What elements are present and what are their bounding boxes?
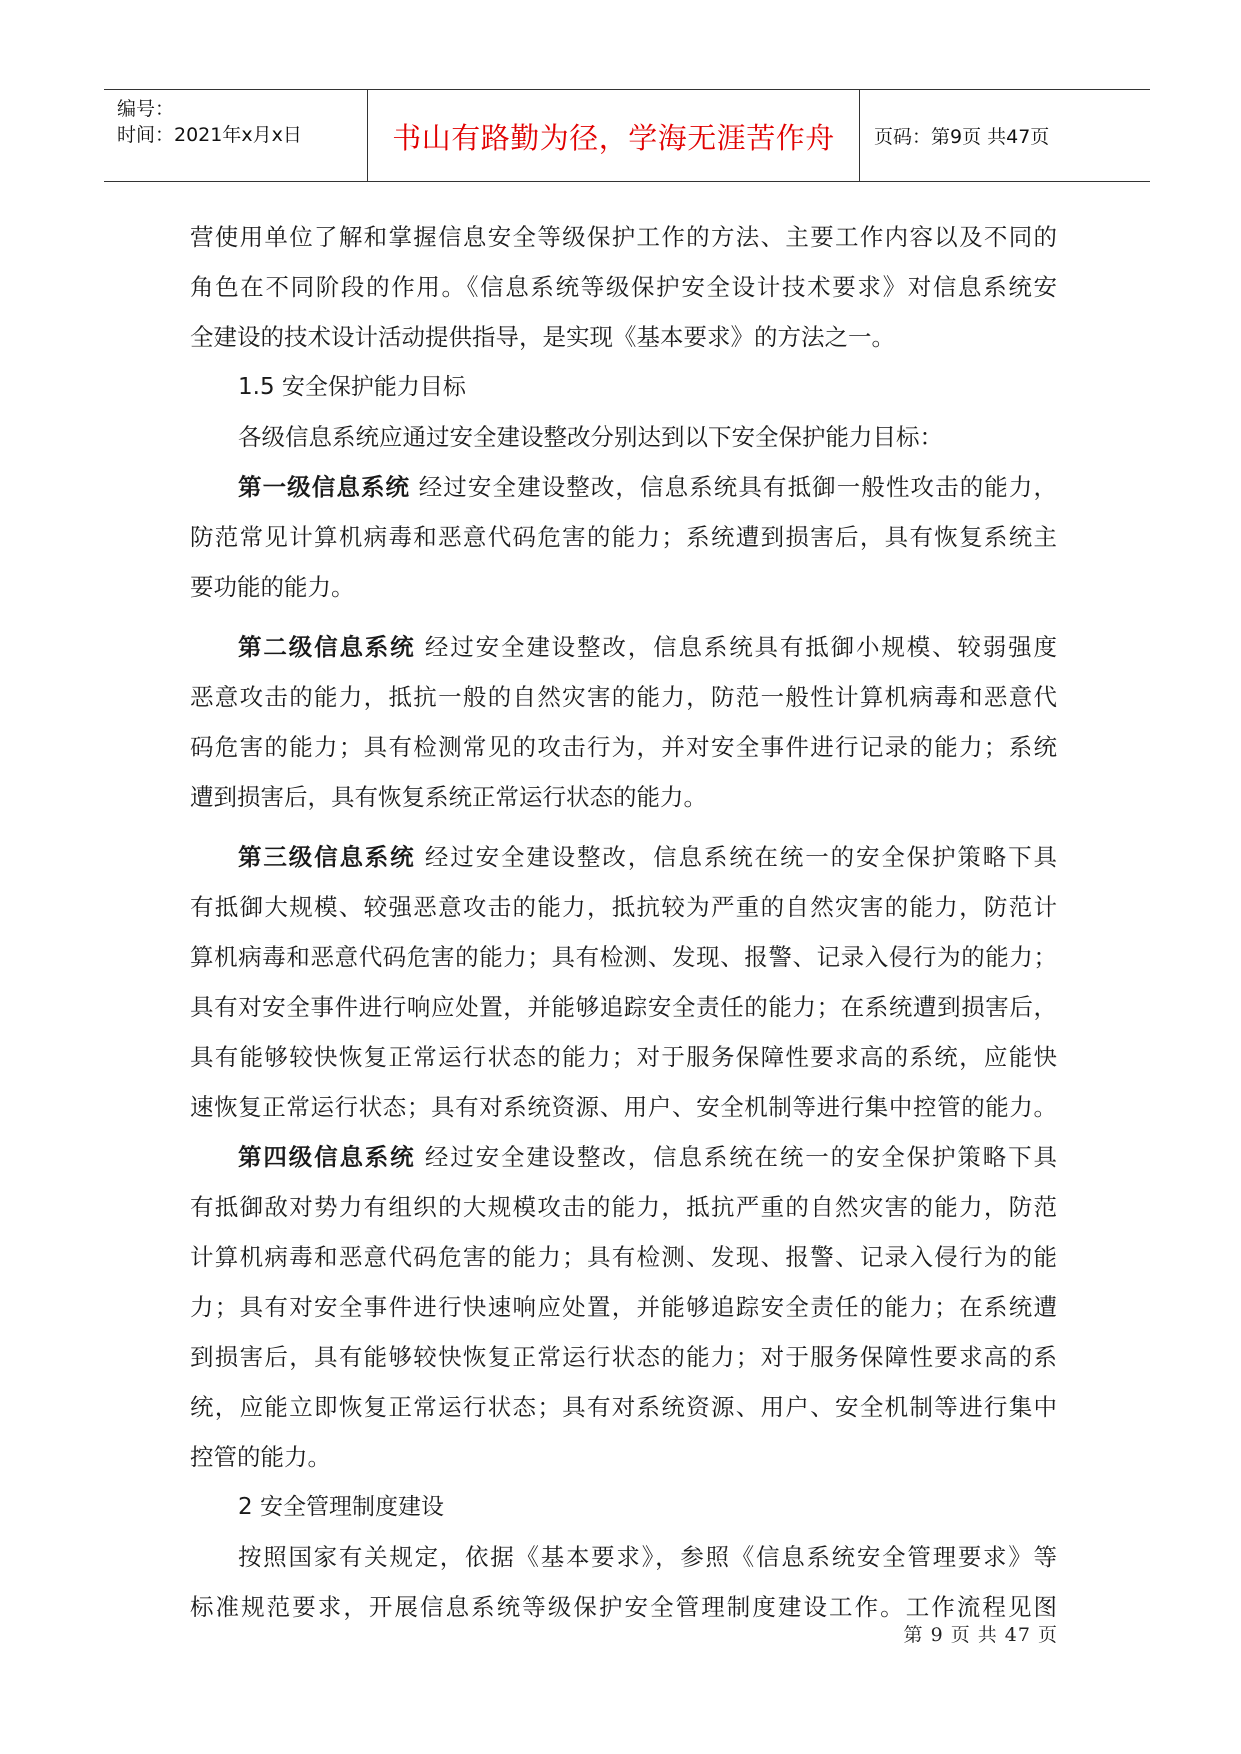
section-heading-1-5: 1.5 安全保护能力目标 (238, 374, 466, 400)
paragraph-line: 具有对安全事件进行响应处置，并能够追踪安全责任的能力；在系统遭到损害后， (190, 993, 1057, 1021)
paragraph-line: 第四级信息系统 经过安全建设整改，信息系统在统一的安全保护策略下具 (238, 1143, 1057, 1171)
page-footer: 第 9 页 共 47 页 (903, 1624, 1058, 1646)
header-page-cell (860, 90, 1150, 181)
page-header (104, 89, 1150, 182)
paragraph-line: 码危害的能力；具有检测常见的攻击行为，并对安全事件进行记录的能力；系统 (190, 733, 1057, 761)
paragraph-line: 各级信息系统应通过安全建设整改分别达到以下安全保护能力目标： (238, 423, 943, 451)
header-meta (104, 90, 368, 181)
paragraph-line: 算机病毒和恶意代码危害的能力；具有检测、发现、报警、记录入侵行为的能力； (190, 943, 1057, 971)
header-page-label: 页码：第9页 共47页 (874, 126, 1050, 148)
paragraph-line: 防范常见计算机病毒和恶意代码危害的能力；系统遭到损害后，具有恢复系统主 (190, 523, 1057, 551)
paragraph-line: 营使用单位了解和掌握信息安全等级保护工作的方法、主要工作内容以及不同的 (190, 223, 1057, 251)
level-4-lead: 第四级信息系统 (238, 1143, 416, 1171)
paragraph-line: 控管的能力。 (190, 1443, 331, 1471)
level-3-lead: 第三级信息系统 (238, 843, 416, 871)
paragraph-line: 有抵御大规模、较强恶意攻击的能力，抵抗较为严重的自然灾害的能力，防范计 (190, 893, 1057, 921)
paragraph-line: 遭到损害后，具有恢复系统正常运行状态的能力。 (190, 783, 707, 811)
paragraph-line: 计算机病毒和恶意代码危害的能力；具有检测、发现、报警、记录入侵行为的能 (190, 1243, 1057, 1271)
paragraph-line: 第三级信息系统 经过安全建设整改，信息系统在统一的安全保护策略下具 (238, 843, 1057, 871)
paragraph-line: 具有能够较快恢复正常运行状态的能力；对于服务保障性要求高的系统，应能快 (190, 1043, 1057, 1071)
paragraph-line: 有抵御敌对势力有组织的大规模攻击的能力，抵抗严重的自然灾害的能力，防范 (190, 1193, 1057, 1221)
level-2-lead: 第二级信息系统 (238, 633, 416, 661)
header-motto-cell (368, 90, 860, 181)
header-motto: 书山有路勤为径，学海无涯苦作舟 (392, 121, 835, 155)
section-heading-2: 2 安全管理制度建设 (238, 1494, 444, 1520)
paragraph-line: 角色在不同阶段的作用。《信息系统等级保护安全设计技术要求》对信息系统安 (190, 273, 1057, 301)
document-time-label: 时间：2021年x月x日 (117, 124, 302, 146)
level-1-lead: 第一级信息系统 (238, 473, 411, 501)
paragraph-line: 第一级信息系统 经过安全建设整改，信息系统具有抵御一般性攻击的能力， (238, 473, 1057, 501)
paragraph-line: 按照国家有关规定，依据《基本要求》，参照《信息系统安全管理要求》等 (238, 1543, 1057, 1571)
paragraph-line: 速恢复正常运行状态；具有对系统资源、用户、安全机制等进行集中控管的能力。 (190, 1093, 1057, 1121)
paragraph-line: 到损害后，具有能够较快恢复正常运行状态的能力；对于服务保障性要求高的系 (190, 1343, 1057, 1371)
document-number-label: 编号： (117, 98, 175, 120)
document-body (190, 212, 1057, 1632)
paragraph-line: 标准规范要求，开展信息系统等级保护安全管理制度建设工作。工作流程见图 (190, 1593, 1057, 1621)
paragraph-line: 统，应能立即恢复正常运行状态；具有对系统资源、用户、安全机制等进行集中 (190, 1393, 1057, 1421)
paragraph-line: 要功能的能力。 (190, 573, 355, 601)
paragraph-line: 恶意攻击的能力，抵抗一般的自然灾害的能力，防范一般性计算机病毒和恶意代 (190, 683, 1057, 711)
paragraph-line: 第二级信息系统 经过安全建设整改，信息系统具有抵御小规模、较弱强度 (238, 633, 1057, 661)
paragraph-line: 全建设的技术设计活动提供指导，是实现《基本要求》的方法之一。 (190, 323, 895, 351)
paragraph-line: 力；具有对安全事件进行快速响应处置，并能够追踪安全责任的能力；在系统遭 (190, 1293, 1057, 1321)
